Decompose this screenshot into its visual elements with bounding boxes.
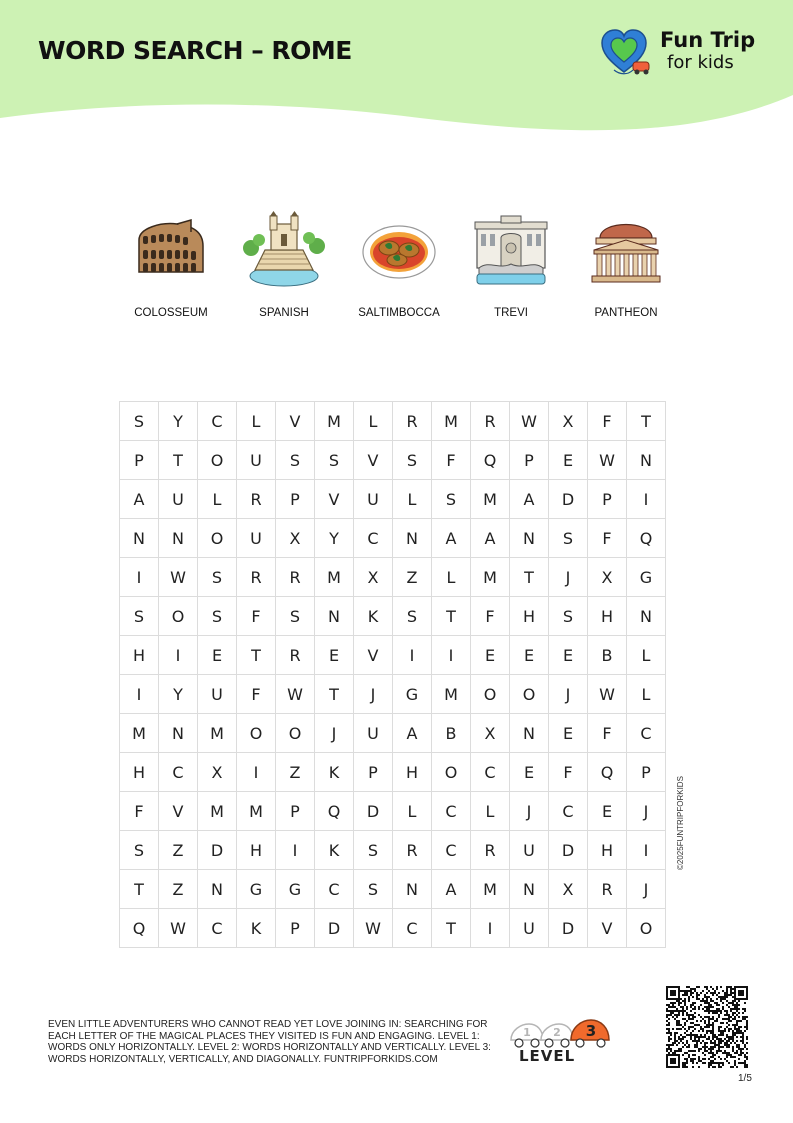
grid-cell[interactable]: Z: [159, 831, 198, 870]
grid-cell[interactable]: M: [432, 675, 471, 714]
grid-cell[interactable]: X: [471, 714, 510, 753]
grid-cell[interactable]: F: [237, 675, 276, 714]
grid-cell[interactable]: X: [198, 753, 237, 792]
grid-cell[interactable]: A: [432, 870, 471, 909]
grid-cell[interactable]: L: [393, 792, 432, 831]
grid-cell[interactable]: O: [471, 675, 510, 714]
grid-cell[interactable]: T: [627, 402, 666, 441]
grid-cell[interactable]: Q: [627, 519, 666, 558]
grid-cell[interactable]: E: [549, 441, 588, 480]
grid-cell[interactable]: O: [198, 519, 237, 558]
grid-cell[interactable]: B: [432, 714, 471, 753]
grid-cell[interactable]: J: [549, 675, 588, 714]
grid-cell[interactable]: S: [549, 597, 588, 636]
grid-cell[interactable]: N: [198, 870, 237, 909]
word-item-spanish: [226, 210, 342, 330]
word-label: TREVI: [494, 307, 528, 319]
grid-cell[interactable]: O: [627, 909, 666, 948]
grid-cell[interactable]: N: [393, 870, 432, 909]
grid-cell[interactable]: C: [471, 753, 510, 792]
grid-cell[interactable]: T: [432, 909, 471, 948]
grid-cell[interactable]: R: [276, 636, 315, 675]
grid-cell[interactable]: R: [588, 870, 627, 909]
level-cars-icon: [507, 1016, 612, 1050]
grid-cell[interactable]: M: [471, 480, 510, 519]
grid-cell[interactable]: U: [354, 480, 393, 519]
grid-cell[interactable]: D: [549, 480, 588, 519]
grid-cell[interactable]: N: [510, 519, 549, 558]
grid-cell[interactable]: H: [510, 597, 549, 636]
grid-cell[interactable]: I: [393, 636, 432, 675]
grid-cell[interactable]: S: [432, 480, 471, 519]
grid-cell[interactable]: U: [198, 675, 237, 714]
grid-cell[interactable]: N: [159, 714, 198, 753]
grid-cell[interactable]: V: [276, 402, 315, 441]
grid-cell[interactable]: U: [237, 519, 276, 558]
page-number: 1/5: [738, 1073, 752, 1084]
grid-cell[interactable]: D: [354, 792, 393, 831]
grid-cell[interactable]: J: [549, 558, 588, 597]
grid-row: [120, 636, 666, 675]
grid-cell[interactable]: Q: [120, 909, 159, 948]
grid-cell[interactable]: R: [393, 402, 432, 441]
grid-cell[interactable]: V: [354, 636, 393, 675]
grid-row: [120, 597, 666, 636]
grid-cell[interactable]: V: [354, 441, 393, 480]
grid-cell[interactable]: I: [627, 831, 666, 870]
word-item-colosseum: [113, 210, 229, 330]
grid-cell[interactable]: W: [159, 909, 198, 948]
grid-cell[interactable]: T: [159, 441, 198, 480]
grid-cell[interactable]: S: [276, 441, 315, 480]
grid-cell[interactable]: F: [549, 753, 588, 792]
grid-cell[interactable]: L: [354, 402, 393, 441]
grid-cell[interactable]: G: [393, 675, 432, 714]
grid-cell[interactable]: T: [237, 636, 276, 675]
grid-cell[interactable]: D: [198, 831, 237, 870]
level-2-number: 2: [553, 1026, 561, 1039]
grid-cell[interactable]: F: [432, 441, 471, 480]
grid-cell[interactable]: Y: [159, 675, 198, 714]
grid-cell[interactable]: R: [237, 480, 276, 519]
grid-cell[interactable]: X: [549, 402, 588, 441]
grid-cell[interactable]: K: [237, 909, 276, 948]
grid-cell[interactable]: F: [588, 402, 627, 441]
word-search-grid: [119, 401, 666, 948]
grid-cell[interactable]: W: [588, 675, 627, 714]
grid-cell[interactable]: P: [120, 441, 159, 480]
grid-cell[interactable]: N: [315, 597, 354, 636]
grid-cell[interactable]: N: [627, 597, 666, 636]
grid-cell[interactable]: H: [120, 636, 159, 675]
grid-cell[interactable]: H: [588, 831, 627, 870]
grid-cell[interactable]: M: [315, 558, 354, 597]
brand-logo: [600, 28, 760, 78]
grid-cell[interactable]: R: [276, 558, 315, 597]
level-label: LEVEL: [519, 1047, 576, 1065]
grid-cell[interactable]: X: [549, 870, 588, 909]
grid-cell[interactable]: X: [276, 519, 315, 558]
grid-cell[interactable]: I: [276, 831, 315, 870]
grid-cell[interactable]: U: [510, 831, 549, 870]
grid-cell[interactable]: L: [627, 675, 666, 714]
grid-cell[interactable]: A: [432, 519, 471, 558]
grid-cell[interactable]: S: [120, 831, 159, 870]
grid-cell[interactable]: O: [198, 441, 237, 480]
page-title: WORD SEARCH – ROME: [38, 36, 352, 65]
grid-cell[interactable]: C: [354, 519, 393, 558]
grid-cell[interactable]: N: [120, 519, 159, 558]
grid-cell[interactable]: N: [510, 870, 549, 909]
grid-cell[interactable]: W: [510, 402, 549, 441]
grid-cell[interactable]: J: [627, 792, 666, 831]
grid-cell[interactable]: P: [276, 909, 315, 948]
grid-cell[interactable]: C: [432, 831, 471, 870]
grid-cell[interactable]: J: [354, 675, 393, 714]
pantheon-icon: [586, 210, 666, 290]
grid-cell[interactable]: G: [237, 870, 276, 909]
colosseum-icon: [131, 210, 211, 280]
grid-cell[interactable]: C: [432, 792, 471, 831]
grid-cell[interactable]: P: [510, 441, 549, 480]
grid-cell[interactable]: S: [354, 870, 393, 909]
grid-cell[interactable]: S: [198, 558, 237, 597]
grid-cell[interactable]: T: [315, 675, 354, 714]
grid-cell[interactable]: H: [237, 831, 276, 870]
grid-cell[interactable]: M: [198, 714, 237, 753]
grid-cell[interactable]: O: [276, 714, 315, 753]
grid-cell[interactable]: Y: [159, 402, 198, 441]
grid-cell[interactable]: V: [159, 792, 198, 831]
word-list: [113, 210, 693, 330]
grid-row: [120, 441, 666, 480]
grid-cell[interactable]: C: [627, 714, 666, 753]
grid-cell[interactable]: N: [159, 519, 198, 558]
grid-cell[interactable]: T: [120, 870, 159, 909]
grid-row: [120, 558, 666, 597]
grid-cell[interactable]: Z: [159, 870, 198, 909]
word-label: SPANISH: [259, 307, 309, 319]
grid-row: [120, 870, 666, 909]
grid-cell[interactable]: D: [549, 831, 588, 870]
grid-cell[interactable]: E: [588, 792, 627, 831]
grid-cell[interactable]: S: [120, 597, 159, 636]
grid-cell[interactable]: C: [198, 402, 237, 441]
grid-cell[interactable]: F: [471, 597, 510, 636]
spanish-steps-icon: [243, 210, 325, 290]
grid-cell[interactable]: L: [393, 480, 432, 519]
grid-cell[interactable]: V: [315, 480, 354, 519]
word-label: SALTIMBOCCA: [358, 307, 440, 319]
grid-cell[interactable]: H: [588, 597, 627, 636]
word-label: COLOSSEUM: [134, 307, 208, 319]
grid-row: [120, 714, 666, 753]
grid-cell[interactable]: O: [159, 597, 198, 636]
word-item-saltimbocca: [341, 210, 457, 330]
grid-cell[interactable]: R: [471, 831, 510, 870]
grid-cell[interactable]: T: [432, 597, 471, 636]
grid-cell[interactable]: H: [120, 753, 159, 792]
brand-tagline: for kids: [667, 52, 734, 73]
grid-cell[interactable]: E: [549, 714, 588, 753]
grid-cell[interactable]: L: [627, 636, 666, 675]
grid-cell[interactable]: O: [237, 714, 276, 753]
copyright-text: ©2025FUNTRIPFORKIDS: [676, 776, 685, 870]
grid-row: [120, 792, 666, 831]
level-1-number: 1: [523, 1026, 531, 1039]
grid-row: [120, 831, 666, 870]
grid-cell[interactable]: I: [159, 636, 198, 675]
heart-globe-icon: [600, 28, 658, 76]
grid-cell[interactable]: J: [315, 714, 354, 753]
grid-cell[interactable]: A: [510, 480, 549, 519]
grid-cell[interactable]: I: [432, 636, 471, 675]
grid-cell[interactable]: G: [276, 870, 315, 909]
word-item-pantheon: [568, 210, 684, 330]
grid-cell[interactable]: X: [354, 558, 393, 597]
qr-code: [666, 986, 748, 1068]
grid-cell[interactable]: N: [393, 519, 432, 558]
grid-cell[interactable]: W: [588, 441, 627, 480]
grid-cell[interactable]: N: [510, 714, 549, 753]
grid-cell[interactable]: S: [354, 831, 393, 870]
grid-cell[interactable]: K: [315, 753, 354, 792]
grid-cell[interactable]: P: [588, 480, 627, 519]
grid-cell[interactable]: D: [315, 909, 354, 948]
grid-cell[interactable]: K: [315, 831, 354, 870]
grid-cell[interactable]: C: [198, 909, 237, 948]
grid-cell[interactable]: A: [471, 519, 510, 558]
grid-cell[interactable]: T: [510, 558, 549, 597]
level-badge: [507, 1016, 612, 1068]
grid-cell[interactable]: O: [510, 675, 549, 714]
grid-cell[interactable]: B: [588, 636, 627, 675]
grid-cell[interactable]: Y: [315, 519, 354, 558]
grid-cell[interactable]: I: [120, 675, 159, 714]
level-3-number: 3: [585, 1022, 597, 1040]
grid-cell[interactable]: W: [276, 675, 315, 714]
grid-cell[interactable]: F: [237, 597, 276, 636]
grid-cell[interactable]: E: [198, 636, 237, 675]
grid-cell[interactable]: V: [588, 909, 627, 948]
grid-cell[interactable]: I: [627, 480, 666, 519]
grid-cell[interactable]: S: [393, 597, 432, 636]
grid-cell[interactable]: G: [627, 558, 666, 597]
grid-cell[interactable]: C: [159, 753, 198, 792]
grid-row: [120, 675, 666, 714]
grid-cell[interactable]: I: [120, 558, 159, 597]
grid-row: [120, 909, 666, 948]
grid-cell[interactable]: L: [198, 480, 237, 519]
grid-cell[interactable]: M: [432, 402, 471, 441]
grid-cell[interactable]: Z: [276, 753, 315, 792]
grid-cell[interactable]: D: [549, 909, 588, 948]
grid-cell[interactable]: I: [237, 753, 276, 792]
grid-cell[interactable]: L: [237, 402, 276, 441]
trevi-fountain-icon: [471, 210, 551, 290]
grid-row: [120, 753, 666, 792]
grid-cell[interactable]: M: [237, 792, 276, 831]
grid-cell[interactable]: S: [276, 597, 315, 636]
grid-cell[interactable]: M: [471, 870, 510, 909]
grid-cell[interactable]: L: [471, 792, 510, 831]
grid-row: [120, 402, 666, 441]
grid-cell[interactable]: P: [276, 792, 315, 831]
grid-cell[interactable]: Q: [588, 753, 627, 792]
grid-cell[interactable]: S: [549, 519, 588, 558]
grid-cell[interactable]: S: [198, 597, 237, 636]
grid-cell[interactable]: M: [198, 792, 237, 831]
grid-cell[interactable]: P: [276, 480, 315, 519]
grid-cell[interactable]: U: [159, 480, 198, 519]
word-item-trevi: [453, 210, 569, 330]
grid-cell[interactable]: L: [432, 558, 471, 597]
grid-cell[interactable]: Q: [315, 792, 354, 831]
grid-cell[interactable]: C: [393, 909, 432, 948]
grid-cell[interactable]: I: [471, 909, 510, 948]
grid-cell[interactable]: R: [237, 558, 276, 597]
grid-cell[interactable]: X: [588, 558, 627, 597]
grid-cell[interactable]: S: [393, 441, 432, 480]
grid-cell[interactable]: H: [393, 753, 432, 792]
grid-cell[interactable]: C: [549, 792, 588, 831]
grid-cell[interactable]: F: [588, 714, 627, 753]
grid-cell[interactable]: J: [627, 870, 666, 909]
grid-cell[interactable]: S: [315, 441, 354, 480]
grid-cell[interactable]: R: [393, 831, 432, 870]
grid-cell[interactable]: U: [510, 909, 549, 948]
grid-cell[interactable]: Z: [393, 558, 432, 597]
word-label: PANTHEON: [594, 307, 658, 319]
grid-cell[interactable]: P: [627, 753, 666, 792]
grid-cell[interactable]: K: [354, 597, 393, 636]
grid-cell[interactable]: F: [588, 519, 627, 558]
grid-cell[interactable]: C: [315, 870, 354, 909]
grid-cell[interactable]: M: [471, 558, 510, 597]
grid-cell[interactable]: E: [315, 636, 354, 675]
grid-cell[interactable]: W: [354, 909, 393, 948]
grid-cell[interactable]: E: [510, 753, 549, 792]
grid-cell[interactable]: J: [510, 792, 549, 831]
instructions-text: EVEN LITTLE ADVENTURERS WHO CANNOT READ YET LOVE JOINING IN: SEARCHING FOR EACH LETTER OF THE MAGICAL PLACES THEY VISITED IS FUN AND ENGAGING. LEVEL 1: WORDS ONLY HORIZONTALLY. LEVEL 2: WORDS HORIZONTALLY AND VERTICALLY. LEVEL 3: WORDS HORIZONTALLY, VERTICALLY, AND DIAGONALLY. FUNTRIPFORKIDS.COM: [48, 1019, 491, 1065]
grid-cell[interactable]: A: [393, 714, 432, 753]
grid-cell[interactable]: F: [120, 792, 159, 831]
grid-cell[interactable]: R: [471, 402, 510, 441]
saltimbocca-icon: [359, 210, 439, 290]
grid-cell[interactable]: E: [510, 636, 549, 675]
grid-cell[interactable]: M: [120, 714, 159, 753]
grid-cell[interactable]: U: [237, 441, 276, 480]
grid-cell[interactable]: M: [315, 402, 354, 441]
grid-cell[interactable]: E: [471, 636, 510, 675]
grid-cell[interactable]: Q: [471, 441, 510, 480]
grid-cell[interactable]: E: [549, 636, 588, 675]
brand-name: Fun Trip: [660, 28, 756, 52]
grid-cell[interactable]: O: [432, 753, 471, 792]
grid-cell[interactable]: W: [159, 558, 198, 597]
grid-cell[interactable]: S: [120, 402, 159, 441]
grid-row: [120, 480, 666, 519]
grid-cell[interactable]: N: [627, 441, 666, 480]
grid-cell[interactable]: P: [354, 753, 393, 792]
grid-row: [120, 519, 666, 558]
grid-cell[interactable]: A: [120, 480, 159, 519]
grid-cell[interactable]: U: [354, 714, 393, 753]
